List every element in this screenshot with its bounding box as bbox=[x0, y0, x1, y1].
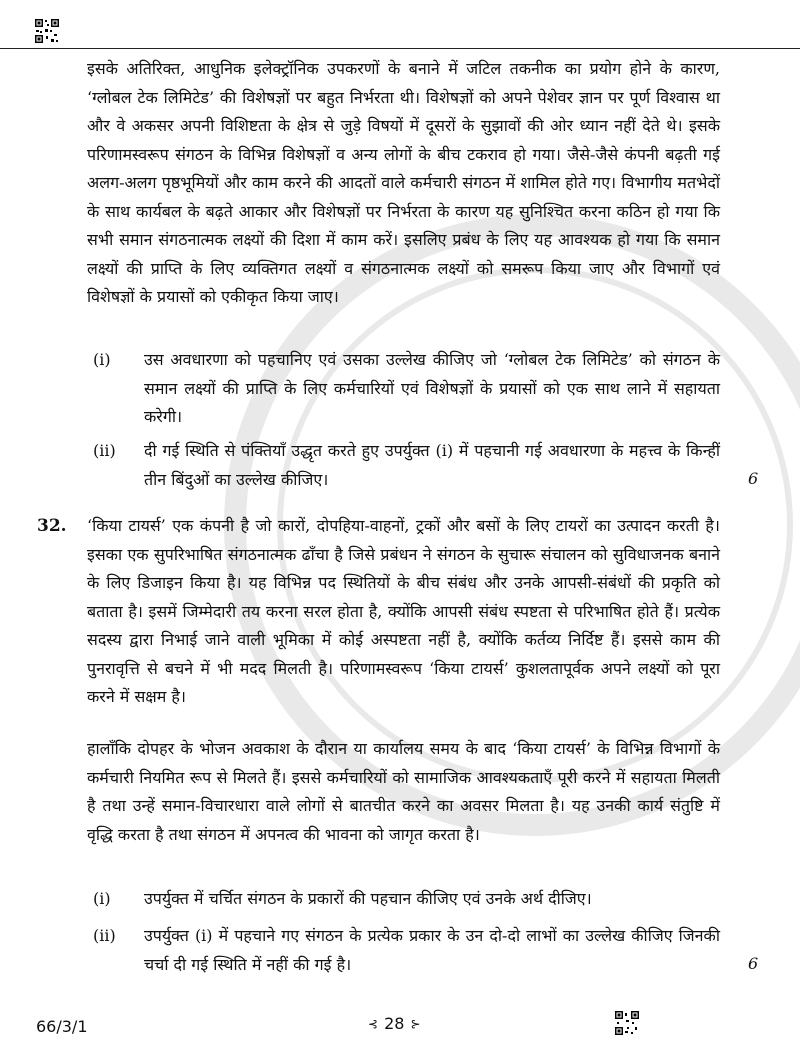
qr-code-icon bbox=[34, 18, 60, 44]
qr-code-icon bbox=[614, 1010, 640, 1036]
part-number: (i) bbox=[93, 350, 111, 369]
q32-paragraph-2: हालाँकि दोपहर के भोजन अवकाश के दौरान या कार्यालय समय के बाद ‘किया टायर्स’ के विभिन्न विभागों के कर्मचारी नियमित रूप से मिलते हैं। इससे कर्मचारियों को सामाजिक आवश्यकताएँ पूरी करने में सहायता मिलती है तथा उन्हें समान-विचारधारा वाले लोगों से बातचीत करने का अवसर मिलता है। यह उनकी कार्य संतुष्टि में वृद्धि करता है तथा संगठन में अपनत्व की भावना को जागृत करता है। bbox=[87, 739, 720, 844]
part-text: उस अवधारणा को पहचानिए एवं उसका उल्लेख कीजिए जो ‘ग्लोबल टेक लिमिटेड’ को संगठन के समान लक्ष्यों की प्राप्ति के लिए कर्मचारियों एवं विशेषज्ञों के प्रयासों को एक साथ लाने में सहायता करेगी। bbox=[144, 350, 720, 426]
question-number: 32. bbox=[37, 516, 67, 536]
ornament-icon: ⊰ bbox=[368, 1016, 379, 1031]
part-number: (ii) bbox=[93, 926, 116, 945]
part-text: दी गई स्थिति से पंक्तियाँ उद्धृत करते हुए उपर्युक्त (i) में पहचानी गई अवधारणा के महत्त्व के किन्हीं तीन बिंदुओं का उल्लेख कीजिए। bbox=[144, 441, 720, 489]
case-passage-continued: इसके अतिरिक्त, आधुनिक इलेक्ट्रॉनिक उपकरणों के बनाने में जटिल तकनीक का प्रयोग होने के कारण, ‘ग्लोबल टेक लिमिटेड’ की विशेषज्ञों पर बहुत निर्भरता थी। विशेषज्ञों को अपने पेशेवर ज्ञान पर पूर्ण विश्वास था और वे अकसर अपनी विशिष्टता के क्षेत्र से जुड़े विषयों में दूसरों के सुझावों की ओर ध्यान नहीं देते थे। इसके परिणामस्वरूप संगठन के विभिन्न विशेषज्ञों व अन्य लोगों के बीच टकराव हो गया। जैसे-जैसे कंपनी बढ़ती गई अलग-अलग पृष्ठभूमियों और काम करने की आदतों वाले कर्मचारी संगठन में शामिल होते गए। विभागीय मतभेदों के साथ कार्यबल के बढ़ते आकार और विशेषज्ञों पर निर्भरता के कारण यह सुनिश्चित करना कठिन हो गया कि सभी समान संगठनात्मक लक्ष्यों की दिशा में काम करें। इसलिए प्रबंध के लिए यह आवश्यक हो गया कि समान लक्ष्यों की प्राप्ति के लिए व्यक्तिगत लक्ष्यों व संगठनात्मक लक्ष्यों को समरूप किया जाए और विभागों एवं विशेषज्ञों के प्रयासों को एकीकृत किया जाए। bbox=[87, 59, 720, 306]
marks-q31: 6 bbox=[748, 469, 759, 488]
paper-code: 66/3/1 bbox=[36, 1017, 88, 1036]
part-text: उपर्युक्त में चर्चित संगठन के प्रकारों की पहचान कीजिए एवं उनके अर्थ दीजिए। bbox=[144, 889, 592, 908]
header-rule bbox=[0, 48, 800, 49]
part-number: (i) bbox=[93, 889, 111, 908]
ornament-icon: ⊱ bbox=[410, 1016, 421, 1031]
q32-paragraph-1: ‘किया टायर्स’ एक कंपनी है जो कारों, दोपहिया-वाहनों, ट्रकों और बसों के लिए टायरों का उत्पादन करती है। इसका एक सुपरिभाषित संगठनात्मक ढाँचा है जिसे प्रबंधन ने संगठन के सुचारू संचालन को सुविधाजनक बनाने के लिए डिजाइन किया है। यह विभिन्न पद स्थितियों के बीच संबंध और उनके आपसी-संबंधों की प्रकृति को बताता है। इसमें जिम्मेदारी तय करना सरल होता है, क्योंकि आपसी संबंध स्पष्टता से परिभाषित होते हैं। प्रत्येक सदस्य द्वारा निभाई जाने वाली भूमिका में कोई अस्पष्टता नहीं है, क्योंकि कर्तव्य निर्दिष्ट हैं। इससे काम की पुनरावृत्ति से बचने में भी मदद मिलती है। परिणामस्वरूप ‘किया टायर्स’ कुशलतापूर्वक अपने लक्ष्यों को पूरा करने में सक्षम है। bbox=[87, 516, 720, 706]
part-text: उपर्युक्त (i) में पहचाने गए संगठन के प्रत्येक प्रकार के उन दो-दो लाभों का उल्लेख कीजिए जिनकी चर्चा दी गई स्थिति में नहीं की गई है। bbox=[144, 926, 720, 974]
page-number-value: 28 bbox=[384, 1014, 405, 1033]
part-number: (ii) bbox=[93, 441, 116, 460]
marks-q32: 6 bbox=[748, 954, 759, 973]
page-number bbox=[368, 1014, 420, 1033]
